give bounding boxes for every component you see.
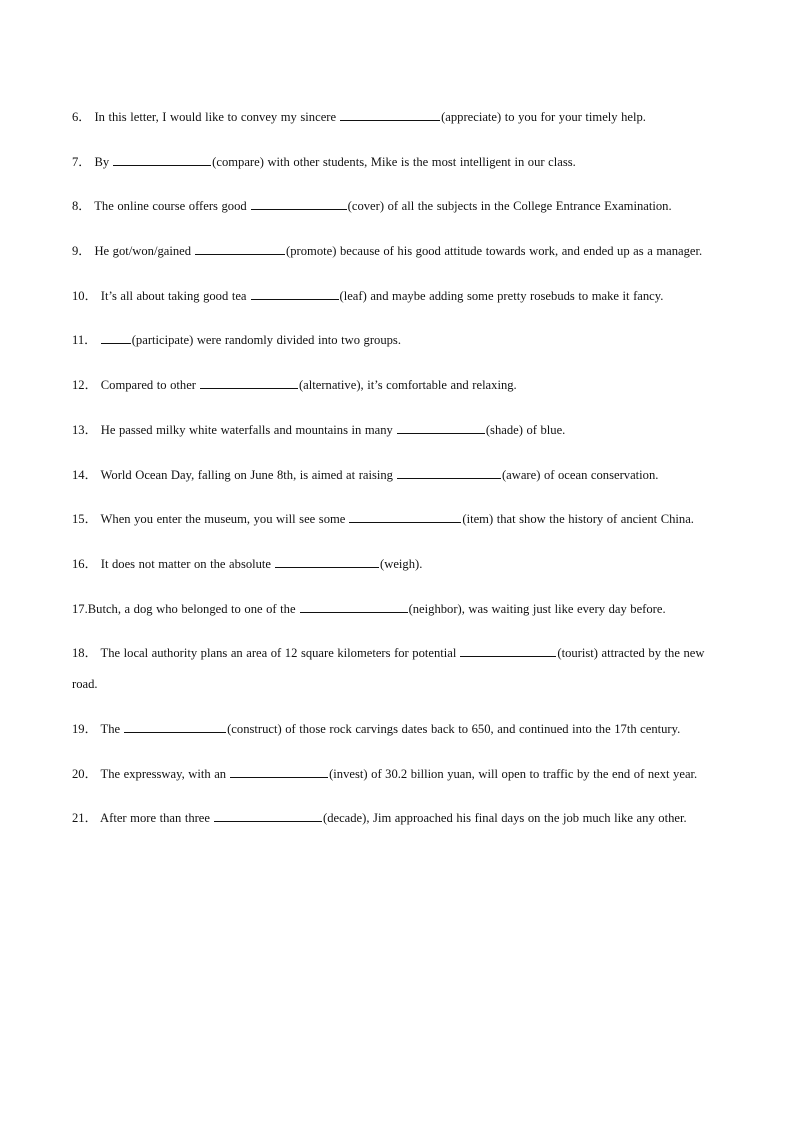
question-text-before: Compared to other	[100, 378, 196, 393]
question-number: 19．	[72, 721, 98, 736]
question-number: 20．	[72, 766, 98, 781]
answer-blank[interactable]	[349, 509, 461, 523]
question-text-before: By	[94, 154, 110, 169]
question-text-before: The expressway, with an	[100, 766, 227, 781]
question-number: 9．	[72, 244, 91, 259]
word-hint: (appreciate)	[441, 110, 502, 124]
word-hint: (weigh)	[380, 556, 420, 571]
question-text-after: of blue.	[522, 422, 566, 437]
question-text-before: In this letter, I would like to convey my sincere	[94, 110, 337, 124]
answer-blank[interactable]	[397, 465, 501, 479]
question-text-after: of 30.2 billion yuan, will open to traffic by the end of next year.	[367, 766, 698, 781]
question-text-before: When you enter the museum, you will see some	[100, 512, 346, 527]
question-16	[72, 549, 722, 580]
word-hint: (participate)	[131, 333, 194, 348]
question-number: 21．	[72, 811, 98, 826]
question-text-before: World Ocean Day, falling on June 8th, is aimed at raising	[100, 467, 393, 482]
question-21	[72, 803, 722, 834]
answer-blank[interactable]	[275, 554, 379, 568]
answer-blank[interactable]	[340, 107, 440, 121]
question-number: 16．	[72, 556, 98, 571]
question-text-before: It does not matter on the absolute	[100, 556, 272, 571]
word-hint: (neighbor)	[408, 601, 462, 616]
word-hint: (cover)	[347, 199, 385, 214]
question-text-before: The online course offers good	[94, 199, 247, 214]
question-text-after: , Jim approached his final days on the job much like any other.	[366, 811, 687, 826]
answer-blank[interactable]	[195, 241, 285, 255]
question-number: 17.	[72, 601, 88, 616]
word-hint: (compare)	[212, 154, 264, 169]
answer-blank[interactable]	[460, 643, 556, 657]
question-list	[72, 102, 722, 848]
question-number: 14．	[72, 467, 98, 482]
question-number: 15．	[72, 512, 98, 527]
question-text-before: The local authority plans an area of 12 square kilometers for potential	[100, 646, 457, 661]
question-text-after: , was waiting just like every day before.	[461, 601, 666, 616]
answer-blank[interactable]	[200, 375, 298, 389]
question-10	[72, 281, 722, 312]
question-text-after: of those rock carvings dates back to 650, and continued into the 17th century.	[281, 721, 681, 736]
question-number: 11．	[72, 333, 97, 348]
question-9	[72, 236, 722, 267]
word-hint: (aware)	[501, 467, 541, 482]
word-hint: (item)	[462, 512, 494, 527]
question-text-before: He passed milky white waterfalls and mountains in many	[100, 422, 393, 437]
question-8	[72, 191, 722, 222]
question-text-after: and maybe adding some pretty rosebuds to make it fancy.	[366, 288, 664, 303]
question-number: 18．	[72, 646, 98, 661]
question-number: 6．	[72, 110, 91, 124]
answer-blank[interactable]	[101, 330, 131, 344]
question-number: 8．	[72, 199, 91, 214]
word-hint: (construct)	[227, 721, 282, 736]
question-number: 13．	[72, 422, 98, 437]
question-number: 7．	[72, 154, 91, 169]
question-text-before: It’s all about taking good tea	[100, 288, 247, 303]
question-text-after: because of his good attitude towards work, and ended up as a manager.	[336, 244, 703, 259]
question-19	[72, 714, 722, 745]
answer-blank[interactable]	[214, 808, 322, 822]
answer-blank[interactable]	[124, 719, 226, 733]
question-14	[72, 460, 722, 491]
question-text-after: with other students, Mike is the most intelligent in our class.	[263, 154, 576, 169]
word-hint: (decade)	[323, 811, 367, 826]
question-7	[72, 147, 722, 178]
answer-blank[interactable]	[251, 196, 347, 210]
answer-blank[interactable]	[300, 599, 408, 613]
question-text-after: were randomly divided into two groups.	[193, 333, 401, 348]
question-number: 12．	[72, 378, 98, 393]
question-17	[72, 594, 722, 625]
question-text-before: The	[100, 721, 121, 736]
question-18	[72, 638, 722, 700]
question-text-after: that show the history of ancient China.	[493, 512, 694, 527]
question-text-before: He got/won/gained	[94, 244, 192, 259]
word-hint: (leaf)	[339, 288, 367, 303]
question-text-before: After more than three	[100, 811, 210, 826]
word-hint: (shade)	[485, 422, 523, 437]
question-text-after: .	[419, 556, 423, 571]
question-text-after: to you for your timely help.	[501, 110, 646, 124]
answer-blank[interactable]	[251, 286, 339, 300]
answer-blank[interactable]	[397, 420, 485, 434]
word-hint: (alternative)	[298, 378, 361, 393]
question-12	[72, 370, 722, 401]
question-6	[72, 102, 722, 133]
word-hint: (invest)	[329, 766, 368, 781]
question-15	[72, 504, 722, 535]
question-13	[72, 415, 722, 446]
question-text-after: of ocean conservation.	[540, 467, 659, 482]
word-hint: (promote)	[286, 244, 337, 259]
question-text-after: attracted by the new road.	[72, 646, 705, 692]
answer-blank[interactable]	[113, 152, 211, 166]
question-text-after: , it’s comfortable and relaxing.	[360, 378, 517, 393]
question-text-after: of all the subjects in the College Entrance Examination.	[384, 199, 672, 214]
question-text-before: Butch, a dog who belonged to one of the	[87, 601, 296, 616]
question-number: 10．	[72, 288, 98, 303]
question-11	[72, 325, 722, 356]
answer-blank[interactable]	[230, 764, 328, 778]
question-20	[72, 759, 722, 790]
word-hint: (tourist)	[557, 646, 598, 661]
